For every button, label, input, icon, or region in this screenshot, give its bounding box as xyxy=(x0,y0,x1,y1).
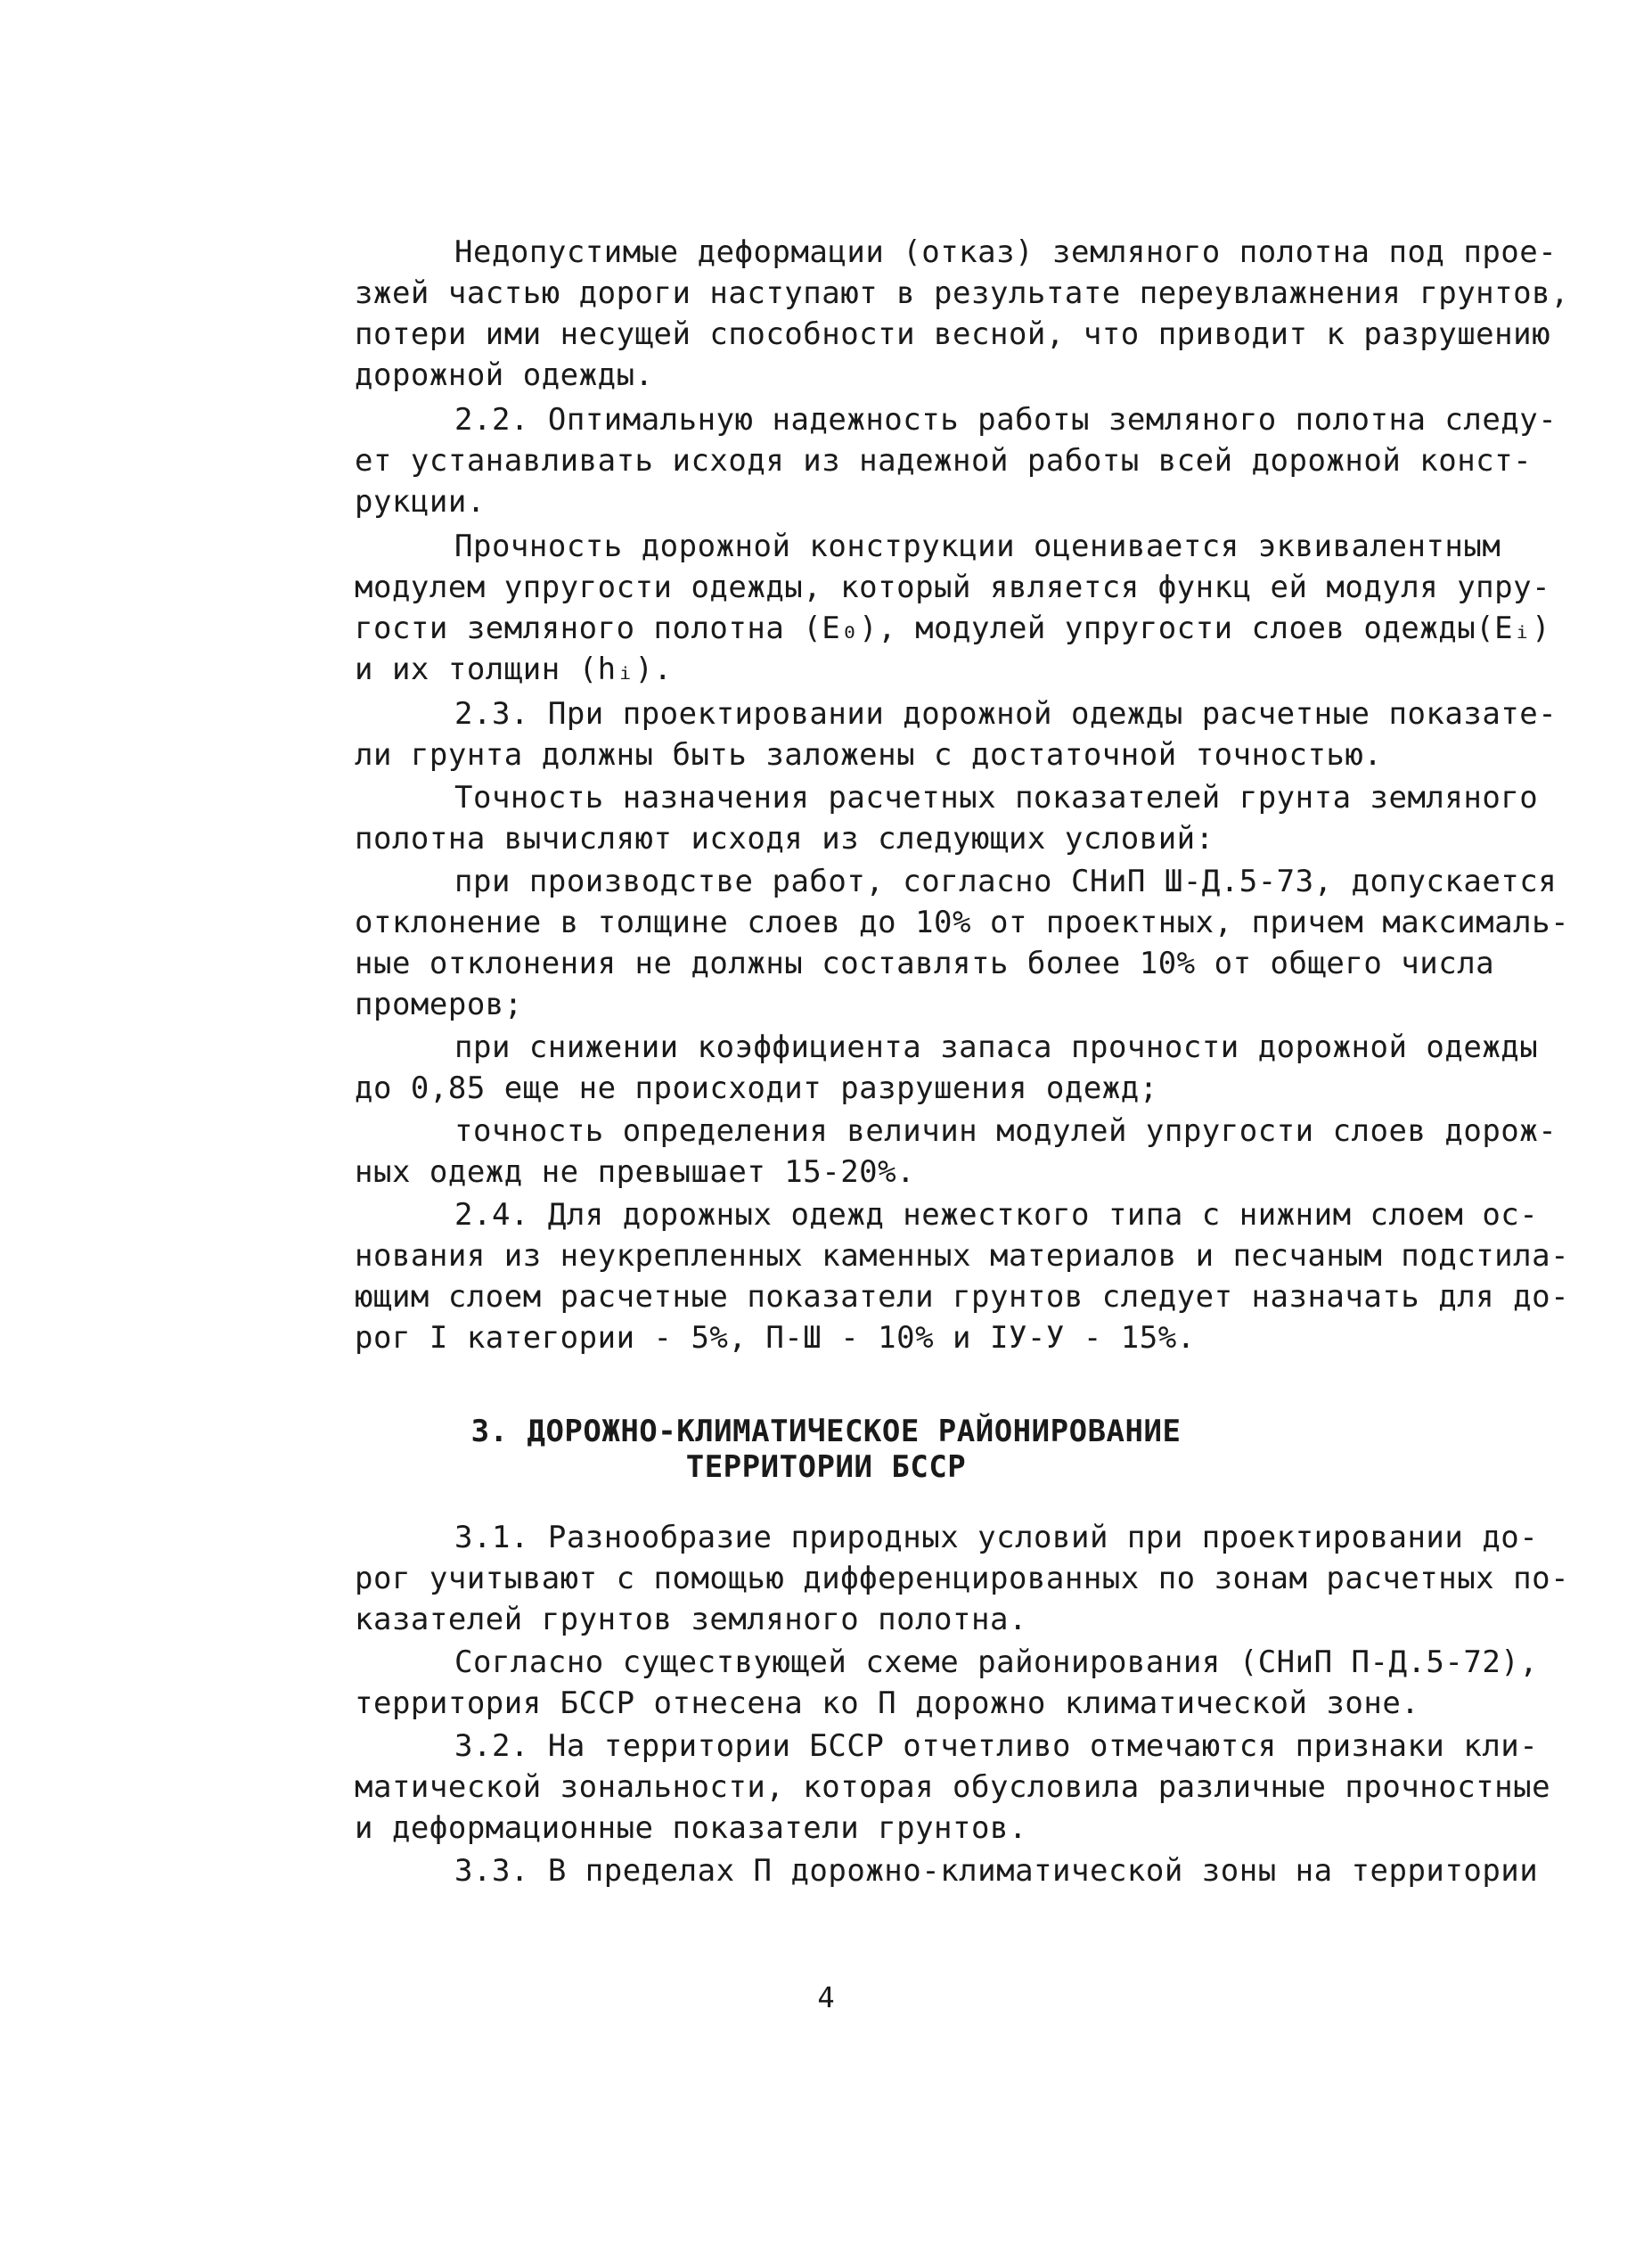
text-line: точность определения величин модулей упругости слоев дорож- xyxy=(454,1113,1558,1149)
section-heading: 3. ДОРОЖНО-КЛИМАТИЧЕСКОЕ РАЙОНИРОВАНИЕ xyxy=(470,1414,1182,1449)
text-line: гости земляного полотна (E₀), модулей упругости слоев одежды(Eᵢ) xyxy=(355,611,1551,646)
text-line: при производстве работ, согласно СНиП Ш-Д.5-73, допускается xyxy=(454,864,1558,899)
text-line: ли грунта должны быть заложены с достаточной точностью. xyxy=(355,737,1383,773)
text-line: рог учитывают с помощью дифференцированных по зонам расчетных по- xyxy=(355,1561,1570,1596)
page-number: 4 xyxy=(817,1980,835,2014)
text-line: модулем упругости одежды, который является функц ей модуля упру- xyxy=(355,570,1551,605)
text-line: Прочность дорожной конструкции оценивается эквивалентным xyxy=(454,529,1501,564)
text-line: 2.3. При проектировании дорожной одежды расчетные показате- xyxy=(454,696,1558,732)
text-line: 3.2. На территории БССР отчетливо отмечаются признаки кли- xyxy=(454,1728,1539,1764)
text-line: рукции. xyxy=(355,484,486,520)
text-line: дорожной одежды. xyxy=(355,357,654,393)
text-line: зжей частью дороги наступают в результате переувлажнения грунтов, xyxy=(355,275,1570,311)
text-line: до 0,85 еще не происходит разрушения одежд; xyxy=(355,1070,1158,1106)
text-line: и их толщин (hᵢ). xyxy=(355,652,673,687)
text-line: и деформационные показатели грунтов. xyxy=(355,1810,1027,1846)
text-line: отклонение в толщине слоев до 10% от проектных, причем максималь- xyxy=(355,905,1570,940)
text-line: полотна вычисляют исходя из следующих условий: xyxy=(355,821,1214,857)
text-line: территория БССР отнесена ко П дорожно климатической зоне. xyxy=(355,1685,1420,1721)
text-line: 3.1. Разнообразие природных условий при проектировании до- xyxy=(454,1520,1539,1555)
text-line: потери ими несущей способности весной, что приводит к разрушению xyxy=(355,316,1551,352)
text-line: ных одежд не превышает 15-20%. xyxy=(355,1154,916,1190)
text-line: ет устанавливать исходя из надежной работы всей дорожной конст- xyxy=(355,443,1533,479)
text-line: 2.2. Оптимальную надежность работы земляного полотна следу- xyxy=(454,402,1558,438)
text-line: Недопустимые деформации (отказ) земляного полотна под прое- xyxy=(454,234,1558,270)
section-heading-sub: ТЕРРИТОРИИ БССР xyxy=(685,1449,967,1485)
text-line: при снижении коэффициента запаса прочности дорожной одежды xyxy=(454,1029,1539,1065)
text-line: 2.4. Для дорожных одежд нежесткого типа с нижним слоем ос- xyxy=(454,1197,1539,1233)
text-line: промеров; xyxy=(355,987,523,1022)
text-line: Точность назначения расчетных показателей грунта земляного xyxy=(454,780,1539,816)
text-line: 3.3. В пределах П дорожно-климатической зоны на территории xyxy=(454,1853,1539,1889)
text-line: Согласно существующей схеме районирования (СНиП П-Д.5-72), xyxy=(454,1644,1539,1680)
text-line: ющим слоем расчетные показатели грунтов следует назначать для до- xyxy=(355,1279,1570,1315)
text-line: казателей грунтов земляного полотна. xyxy=(355,1602,1027,1637)
text-line: ные отклонения не должны составлять более 10% от общего числа xyxy=(355,946,1495,981)
text-line: матической зональности, которая обусловила различные прочностные xyxy=(355,1769,1551,1805)
text-line: рог I категории - 5%, П-Ш - 10% и IУ-У - 15%. xyxy=(355,1320,1196,1356)
text-line: нования из неукрепленных каменных материалов и песчаным подстила- xyxy=(355,1238,1570,1274)
